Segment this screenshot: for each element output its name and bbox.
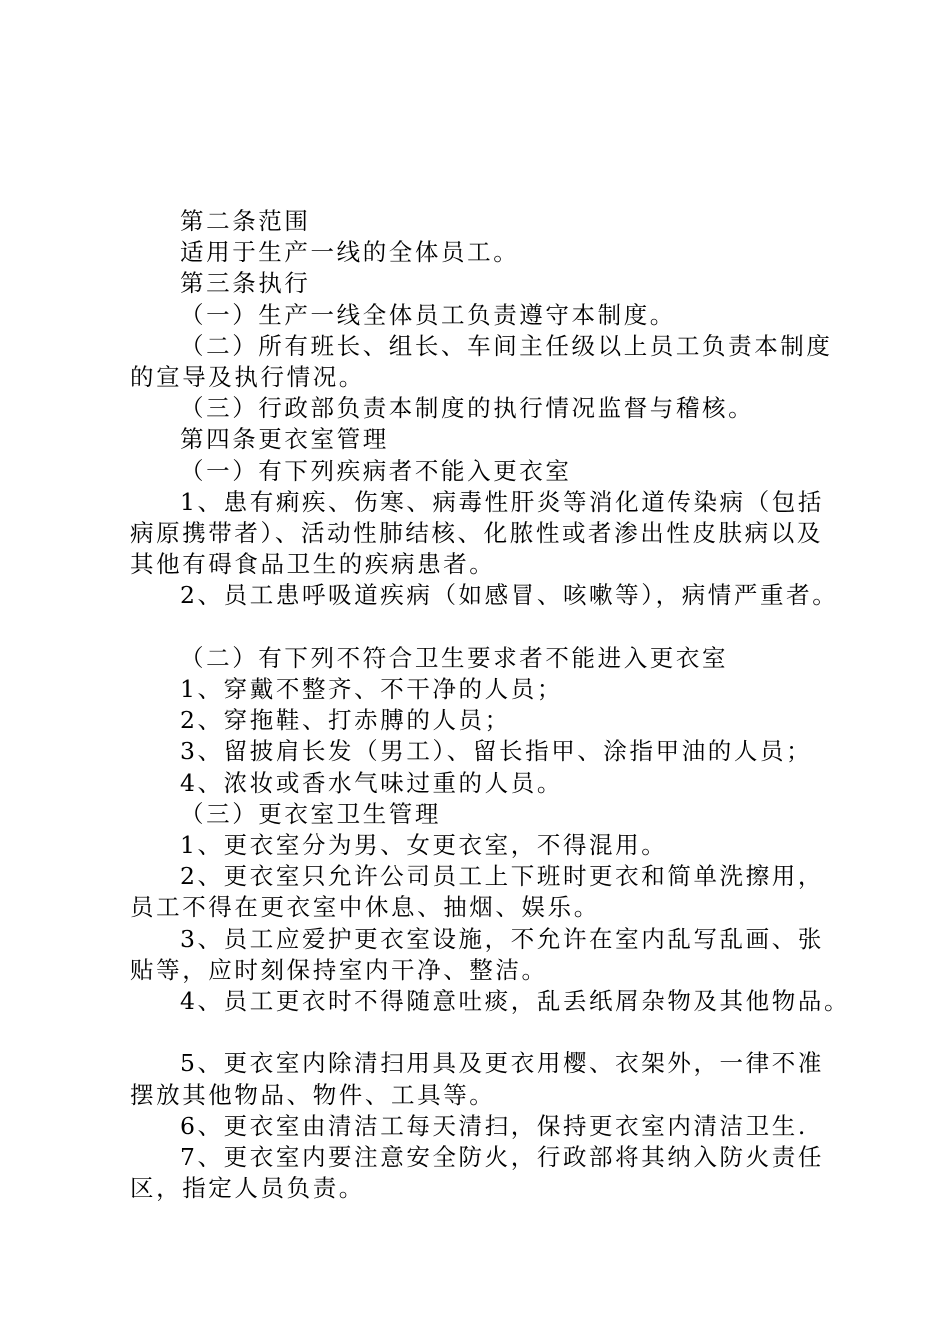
paragraph: 适用于生产一线的全体员工。: [180, 238, 520, 267]
document-body: [130, 206, 851, 1204]
list-item: 4、浓妆或香水气味过重的人员。: [180, 768, 563, 797]
list-item: 7、更衣室内要注意安全防火，行政部将其纳入防火责任区，指定人员负责。: [130, 1143, 824, 1203]
list-item: 5、更衣室内除清扫用具及更衣用樱、衣架外，一律不准摆放其他物品、物件、工具等。: [130, 1049, 824, 1109]
section-heading: （二）有下列不符合卫生要求者不能进入更衣室: [180, 643, 729, 672]
list-item: 6、更衣室由清洁工每天清扫，保持更衣室内清洁卫生.: [180, 1111, 808, 1140]
paragraph: （一）生产一线全体员工负责遵守本制度。: [180, 300, 676, 329]
article-heading-scope: 第二条范围: [180, 207, 311, 235]
list-item: 2、穿拖鞋、打赤膊的人员；: [180, 706, 511, 735]
paragraph: （三）行政部负责本制度的执行情况监督与稽核。: [180, 394, 755, 423]
list-item: 2、员工患呼吸道疾病（如感冒、咳嗽等），病情严重者。: [180, 581, 839, 610]
list-item: 2、更衣室只允许公司员工上下班时更衣和简单洗擦用，员工不得在更衣室中休息、抽烟、娱乐。: [130, 862, 824, 922]
section-heading: （三）更衣室卫生管理: [180, 799, 441, 828]
article-heading-locker-room: 第四条更衣室管理: [180, 425, 389, 454]
blank-line: [130, 612, 842, 643]
blank-line: [130, 1017, 842, 1048]
list-item: 3、留披肩长发（男工）、留长指甲、涂指甲油的人员；: [180, 737, 813, 766]
list-item: 3、员工应爱护更衣室设施，不允许在室内乱写乱画、张贴等，应时刻保持室内干净、整洁。: [130, 924, 824, 984]
article-heading-execution: 第三条执行: [180, 269, 311, 298]
list-item: 1、患有痢疾、伤寒、病毒性肝炎等消化道传染病（包括病原携带者）、活动性肺结核、化脓性或者渗出性皮肤病以及其他有碍食品卫生的疾病患者。: [130, 487, 824, 579]
section-heading: （一）有下列疾病者不能入更衣室: [180, 456, 572, 485]
paragraph: （二）所有班长、组长、车间主任级以上员工负责本制度的宣导及执行情况。: [130, 331, 833, 392]
list-item: 4、员工更衣时不得随意吐痰，乱丢纸屑杂物及其他物品。: [180, 987, 851, 1016]
list-item: 1、穿戴不整齐、不干净的人员；: [180, 675, 563, 704]
list-item: 1、更衣室分为男、女更衣室，不得混用。: [180, 831, 668, 860]
